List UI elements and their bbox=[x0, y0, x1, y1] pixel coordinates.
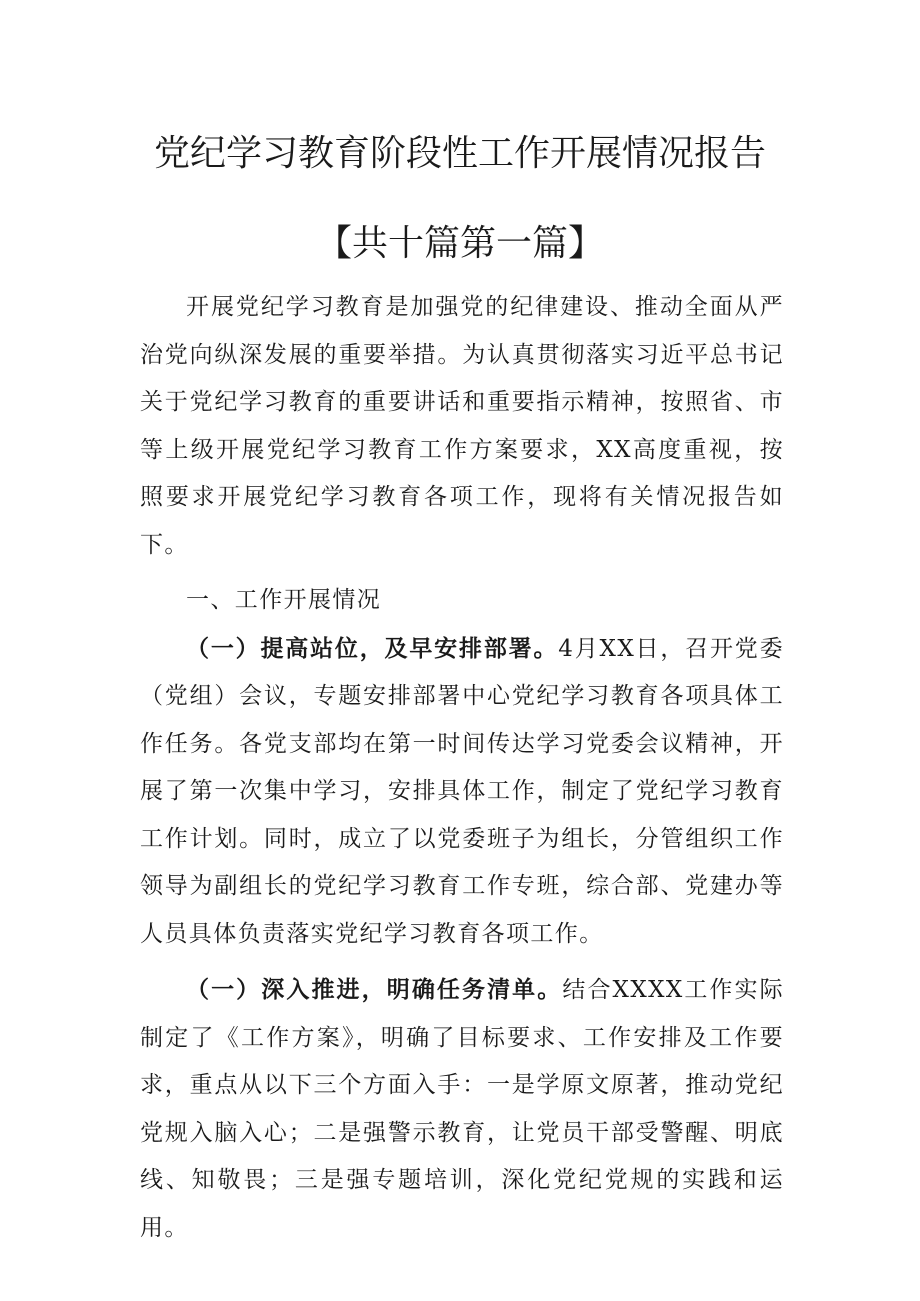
item-2-text: 结合XXXX工作实际制定了《工作方案》，明确了目标要求、工作安排及工作要求，重点从以下三个方面入手：一是学原文原著，推动党纪党规入脑入心；二是强警示教育，让党员干部受警醒、明底线、知敬畏；三是强专题培训，深化党纪党规的实践和运用。 bbox=[140, 977, 784, 1241]
item-1-text: 4月XX日，召开党委（党组）会议，专题安排部署中心党纪学习教育各项具体工作任务。各党支部均在第一时间传达学习党委会议精神，开展了第一次集中学习，安排具体工作，制定了党纪学习教育工作计划。同时，成立了以党委班子为组长，分管组织工作领导为副组长的党纪学习教育工作专班，综合部、党建办等人员具体负责落实党纪学习教育各项工作。 bbox=[140, 635, 785, 947]
section-heading: 一、工作开展情况 bbox=[186, 587, 382, 613]
document-subtitle: 【共十篇第一篇】 bbox=[315, 223, 604, 264]
item-2-paragraph bbox=[140, 966, 784, 1252]
document-title: 党纪学习教育阶段性工作开展情况报告 bbox=[153, 133, 766, 174]
item-1-paragraph bbox=[140, 625, 784, 959]
document-body bbox=[140, 284, 784, 1252]
item-1-lead: （一）提高站位，及早安排部署。 bbox=[186, 634, 559, 662]
intro-paragraph: 开展党纪学习教育是加强党的纪律建设、推动全面从严治党向纵深发展的重要举措。为认真贯彻落实习近平总书记关于党纪学习教育的重要讲话和重要指示精神，按照省、市等上级开展党纪学习教育工作方案要求，XX高度重视，按照要求开展党纪学习教育各项工作，现将有关情况报告如下。 bbox=[140, 294, 784, 558]
item-2-lead: （一）深入推进，明确任务清单。 bbox=[186, 976, 563, 1003]
